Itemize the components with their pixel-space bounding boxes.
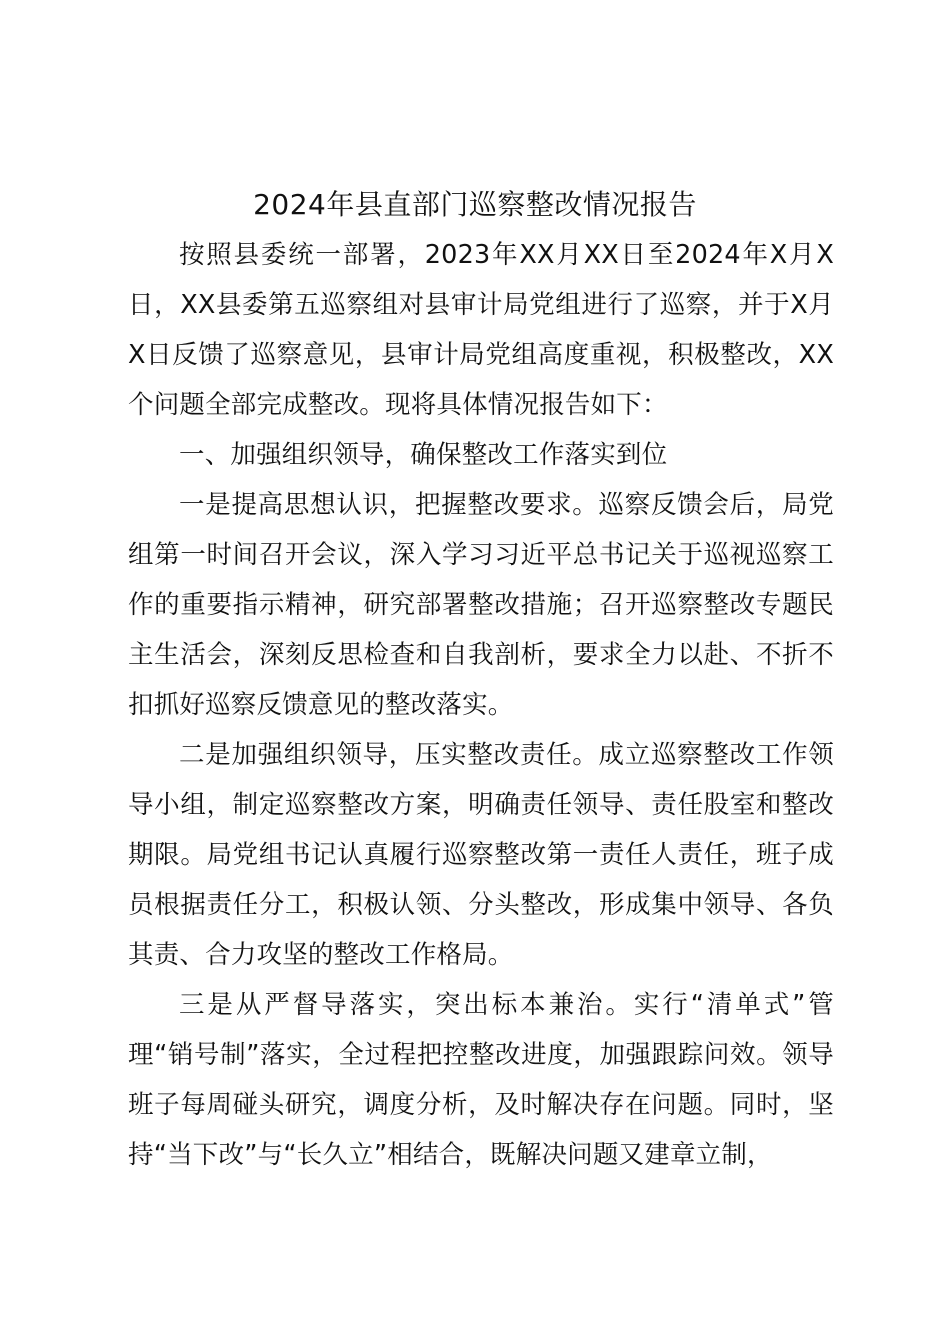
- paragraph-point-2: 二是加强组织领导，压实整改责任。成立巡察整改工作领导小组，制定巡察整改方案，明确责任领导、责任股室和整改期限。局党组书记认真履行巡察整改第一责任人责任，班子成员根据责任分工，积极认领、分头整改，形成集中领导、各负其责、合力攻坚的整改工作格局。: [128, 740, 834, 970]
- paragraph-point-3: 三是从严督导落实，突出标本兼治。实行“清单式”管理“销号制”落实，全过程把控整改进度，加强跟踪问效。领导班子每周碰头研究，调度分析，及时解决存在问题。同时，坚持“当下改”与“长久立”相结合，既解决问题又建章立制，: [128, 990, 834, 1170]
- paragraph-intro: 按照县委统一部署，2023年XX月XX日至2024年X月X日，XX县委第五巡察组对县审计局党组进行了巡察，并于X月X日反馈了巡察意见，县审计局党组高度重视，积极整改，XX个问题全部完成整改。现将具体情况报告如下：: [128, 240, 834, 420]
- section-heading-1: 一、加强组织领导，确保整改工作落实到位: [179, 440, 668, 470]
- document-title: 2024年县直部门巡察整改情况报告: [253, 188, 697, 221]
- paragraph-point-1: 一是提高思想认识，把握整改要求。巡察反馈会后，局党组第一时间召开会议，深入学习习近平总书记关于巡视巡察工作的重要指示精神，研究部署整改措施；召开巡察整改专题民主生活会，深刻反思检查和自我剖析，要求全力以赴、不折不扣抓好巡察反馈意见的整改落实。: [128, 490, 834, 720]
- document-body: [128, 230, 834, 1180]
